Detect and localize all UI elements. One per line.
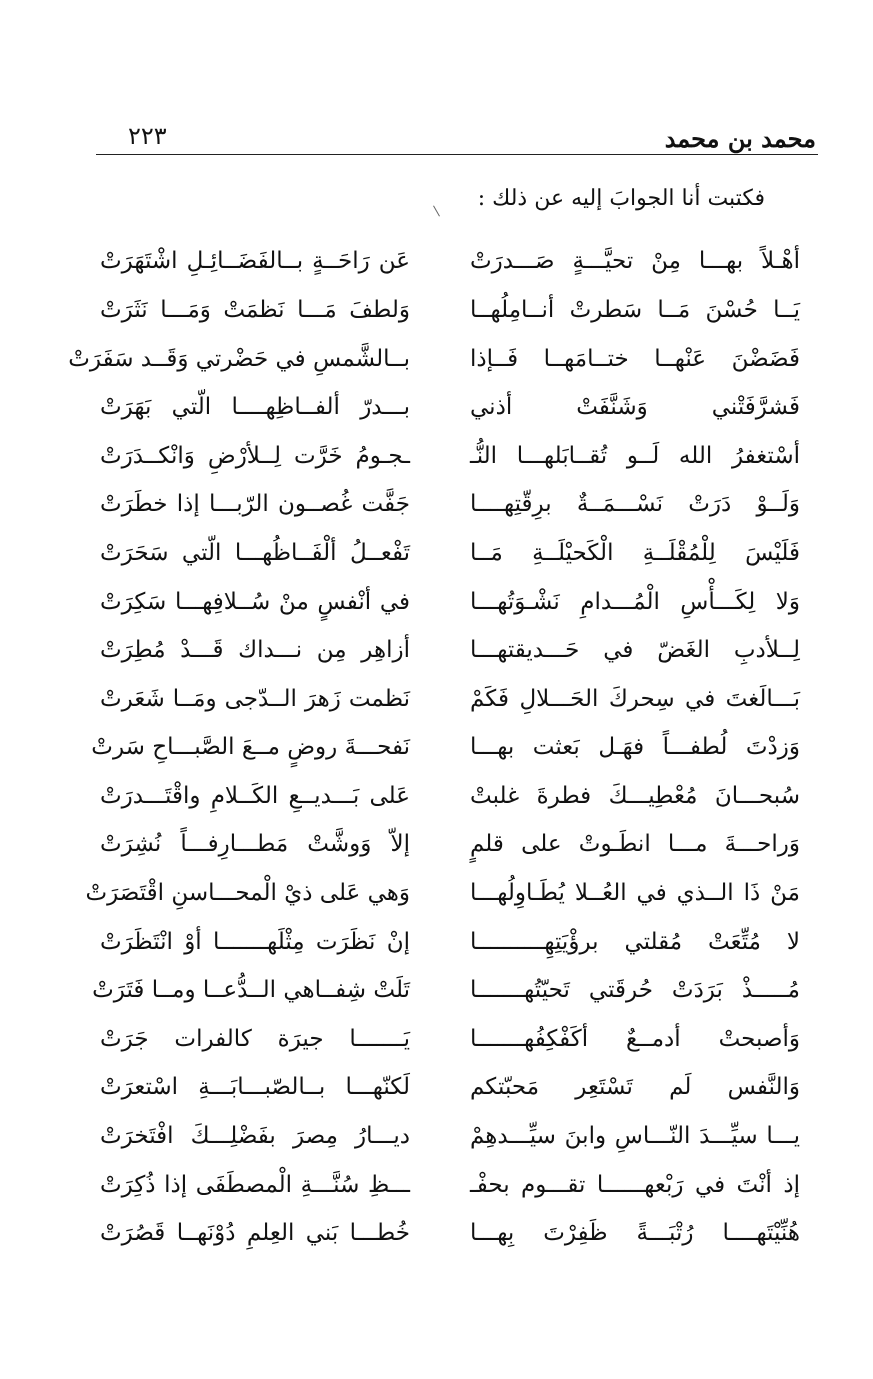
first-hemistich: يَــا حُسْنَ مَــا سَطرتْ أنــامِلُهــا [470, 296, 800, 323]
verse [100, 627, 800, 676]
first-hemistich: وَأصبحتْ أدمــعٌ أكَفْكِفُهـــــــا [470, 1025, 800, 1052]
first-hemistich: مُـــــذْ بَرَدَتْ حُرقَتي تَحيّتُهـــــــا [470, 977, 800, 1004]
second-hemistich: بــالشَّمسِ في حَضْرتي وَقَــد سَفَرَتْ [68, 345, 410, 372]
second-hemistich: تَفْعــلُ ألْفَــاظُهـــا الّتي سَحَرَتْ [100, 539, 410, 566]
second-hemistich: يَـــــــا جيرَة كالفرات جَرَتْ [100, 1025, 410, 1052]
first-hemistich: وَراحـــةَ مـــا انطَـوتْ على قلمٍ [470, 831, 800, 858]
second-hemistich: إلاّ وَوشَّتْ مَطـــارِفـــاً نُشِرَتْ [100, 831, 410, 858]
second-hemistich: ـــظِ سُنَّـــةِ الْمصطَفَى إذا ذُكِرَتْ [100, 1171, 410, 1198]
first-hemistich: يـــا سيِّـــدَ النّـــاسِ وابنَ سيِّـــدهِمْ [470, 1123, 800, 1150]
verse [100, 675, 800, 724]
verse [100, 432, 800, 481]
first-hemistich: بَـــالَغتَ في سِحركَ الحَـــلالِ فَكَمْ [470, 685, 800, 712]
verse [100, 1113, 800, 1162]
first-hemistich: فَلَيْسَ لِلْمُقْلَــةِ الْكَحيْلَــةِ مَــا [470, 539, 800, 566]
first-hemistich: لا مُتِّعَتْ مُقلتي برؤْيَتِهِــــــــــا [470, 928, 800, 955]
verse [100, 578, 800, 627]
second-hemistich: عَلى بَـــديــعِ الكَــلامِ واقْتَـــدرَتْ [100, 782, 410, 809]
first-hemistich: وَزدْتَ لُطفـــاً فهَـل بَعثت بهـــا [470, 734, 800, 761]
first-hemistich: سُبحـــانَ مُعْطِيـــكَ فطرةَ غلبتْ [470, 782, 800, 809]
verse [100, 238, 800, 287]
second-hemistich: عَن رَاحَــةٍ بــالفَضَــائِـلِ اشْتَهَرَتْ [100, 248, 410, 275]
poem [68, 238, 800, 1258]
verse [100, 287, 800, 336]
second-hemistich: نَظمت زَهرَ الــدّجى ومَــا شَعَرتْ [100, 685, 410, 712]
verse [85, 870, 800, 919]
verse [92, 967, 800, 1016]
verse [100, 1161, 800, 1210]
second-hemistich: وَلطفَ مَـــا نَظمَتْ وَمَـــا نَثَرَتْ [100, 296, 410, 323]
second-hemistich: لَكنّهـــا بــالصّبـــابَـــةِ اسْتعرَتْ [100, 1074, 410, 1101]
second-hemistich: ديـــارُ مِصرَ بفَضْلِـــكَ افْتَخرَتْ [100, 1123, 410, 1150]
second-hemistich: في أنْفسٍ منْ سُــلافِهـــا سَكِرَتْ [100, 588, 410, 615]
verse [100, 1210, 800, 1259]
first-hemistich: فَضَضْنَ عَنْهــا ختــامَهــا فَــإذا [470, 345, 800, 372]
first-hemistich: لِــلأدبِ الغَضّ في حَـــديقتهـــا [470, 637, 800, 664]
page-number: ٢٢٣ [128, 122, 167, 150]
second-hemistich: تَلَتْ شِفــاهي الــدُّعــا ومــا فَتَرَتْ [92, 977, 410, 1004]
verse [91, 724, 800, 773]
first-hemistich: مَنْ ذَا الــذي في العُــلا يُطَـاوِلُهـــا [470, 880, 800, 907]
second-hemistich: بـــدرّ ألفــاظِهــــا الّتي بَهَرَتْ [100, 394, 410, 421]
verse [100, 773, 800, 822]
page-header [96, 118, 818, 155]
running-head: محمد بن محمد [664, 124, 816, 153]
first-hemistich: هُنِّيْتَهــــا رُتْبَـــةً ظَفِرْتَ بِهـــا [470, 1220, 800, 1247]
verse [100, 918, 800, 967]
second-hemistich: أزاهِر مِن نـــداك قَـــدْ مُطِرَتْ [100, 637, 410, 664]
intro-line: فكتبت أنا الجوابَ إليه عن ذلك : [477, 186, 765, 211]
first-hemistich: وَلا لِكَـــأْسِ الْمُـــدامِ نَشْـوَتُهـــا [470, 588, 800, 615]
second-hemistich: جَفَّت غُصــون الرّبـــا إذا خطَرَتْ [100, 491, 410, 518]
verse [100, 1016, 800, 1065]
verse [100, 1064, 800, 1113]
first-hemistich: فَشرَّفَتْني وَشَنَّفَتْ أذني [470, 394, 800, 421]
print-speck [433, 206, 440, 217]
second-hemistich: نَفحـــةَ روضٍ مــعَ الصَّبـــاحِ سَرتْ [91, 734, 410, 761]
first-hemistich: وَلَــوْ دَرَتْ نَسْـــمَــةٌ برِقّتِهــــا [470, 491, 800, 518]
verse [100, 530, 800, 579]
verse [68, 335, 800, 384]
second-hemistich: إنْ نَظَرَت مِثْلَهـــــــا أوْ انْتَظَرَتْ [100, 928, 410, 955]
first-hemistich: أهْـلاً بهـــا مِنْ تحيَّـــةٍ صَـــدرَتْ [470, 248, 800, 275]
verse [100, 821, 800, 870]
first-hemistich: إذ أنْتَ في رَبْعهــــــا تقـــوم بحفْـ [470, 1171, 800, 1198]
verse [100, 481, 800, 530]
second-hemistich: وَهي عَلى ذيْ الْمحـــاسنِ اقْتَصَرَتْ [85, 880, 410, 907]
verse [100, 384, 800, 433]
second-hemistich: خُطـــا بَني العِلمِ دُوْنَهــا قَصُرَتْ [100, 1220, 410, 1247]
second-hemistich: ـجـومُ خَرَّت لِــلأرْضِ وَانْكــدَرَتْ [100, 442, 410, 469]
first-hemistich: وَالنَّفس لَم تَسْتَعِر مَحبّتكم [470, 1074, 800, 1101]
first-hemistich: أسْتغفرُ الله لَــو تُقــابَلهـــا النُّـ [470, 442, 800, 469]
